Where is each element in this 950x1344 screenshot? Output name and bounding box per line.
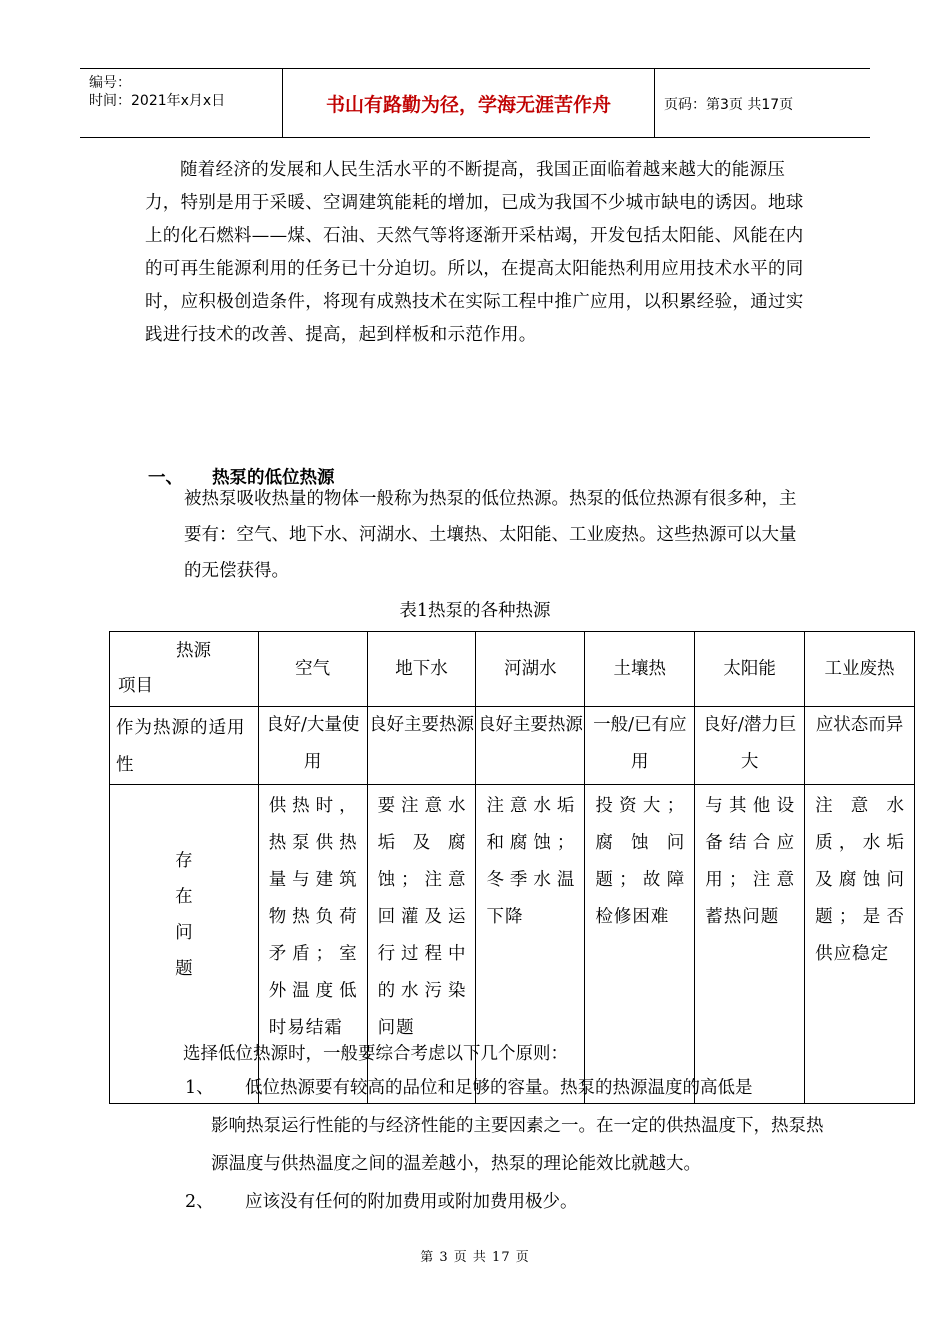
column-header: 空气 [258,632,367,707]
section-number: 一、 [148,468,183,488]
row-label-char: 存 [175,851,193,871]
principle-title: 低位热源要有较高的品位和足够的容量。热泵的热源温度的高低是 [245,1078,753,1098]
corner-label-bottom: 项目 [118,676,153,696]
column-header: 地下水 [367,632,476,707]
table-row [110,707,915,785]
table-header-row [110,632,915,707]
header-number-label: 编号： [89,75,131,91]
header-time-label: 时间：2021年x月x日 [89,93,226,109]
table-corner-cell [110,632,259,707]
row-label-suitability: 作为热源的适用性 [110,707,259,785]
column-header: 工业废热 [805,632,915,707]
row-label-char: 在 [175,887,193,907]
page-footer: 第 3 页 共 17 页 [420,1250,530,1265]
table-cell: 良好主要热源 [367,707,476,785]
row-label-char: 问 [175,923,193,943]
table-cell: 一般/已有应用 [585,707,695,785]
heat-source-table [109,631,915,1104]
table-cell: 注意水质，水垢及腐蚀问题；是否供应稳定 [805,785,915,1104]
principles-intro: 选择低位热源时，一般要综合考虑以下几个原则： [183,1044,568,1064]
section-title: 热泵的低位热源 [212,468,335,488]
principle-number: 1、 [185,1078,214,1098]
table-cell: 注意水垢和腐蚀；冬季水温下降 [476,785,585,1104]
header-motto-cell [283,69,655,137]
row-label-char: 题 [175,959,193,979]
table-cell: 与其他设备结合应用；注意蓄热问题 [695,785,805,1104]
column-header: 河湖水 [476,632,585,707]
table-cell: 良好主要热源 [476,707,585,785]
table-cell: 要注意水垢及腐蚀；注意回灌及运行过程中的水污染问题 [367,785,476,1104]
table-cell: 供热时，热泵供热量与建筑物热负荷矛盾；室外温度低时易结霜 [258,785,367,1104]
column-header: 土壤热 [585,632,695,707]
corner-label-top: 热源 [176,641,211,661]
principle-continuation: 影响热泵运行性能的与经济性能的主要因素之一。在一定的供热温度下，热泵热源温度与供热温度之间的温差越小，热泵的理论能效比就越大。 [211,1116,824,1174]
header-meta [80,69,283,137]
table-cell: 良好/潜力巨大 [695,707,805,785]
table-cell: 应状态而异 [805,707,915,785]
intro-paragraph: 随着经济的发展和人民生活水平的不断提高，我国正面临着越来越大的能源压力，特别是用于采暖、空调建筑能耗的增加，已成为我国不少城市缺电的诱因。地球上的化石燃料——煤、石油、天然气等将逐渐开采枯竭，开发包括太阳能、风能在内的可再生能源利用的任务已十分迫切。所以，在提高太阳能热利用应用技术水平的同时，应积极创造条件，将现有成熟技术在实际工程中推广应用，以积累经验，通过实践进行技术的改善、提高，起到样板和示范作用。 [145,160,804,345]
page-header [80,68,870,138]
principle-number: 2、 [185,1192,214,1212]
header-motto: 书山有路勤为径，学海无涯苦作舟 [325,93,611,116]
header-page-label: 页码：第3页 共17页 [664,97,794,113]
section-paragraph: 被热泵吸收热量的物体一般称为热泵的低位热源。热泵的低位热源有很多种，主要有：空气、地下水、河湖水、土壤热、太阳能、工业废热。这些热源可以大量的无偿获得。 [184,489,797,581]
principle-title: 应该没有任何的附加费用或附加费用极少。 [245,1192,578,1212]
table-cell: 良好/大量使用 [258,707,367,785]
column-header: 太阳能 [695,632,805,707]
table-cell: 投资大；腐蚀问题；故障检修困难 [585,785,695,1104]
table-caption: 表1热泵的各种热源 [399,601,551,621]
